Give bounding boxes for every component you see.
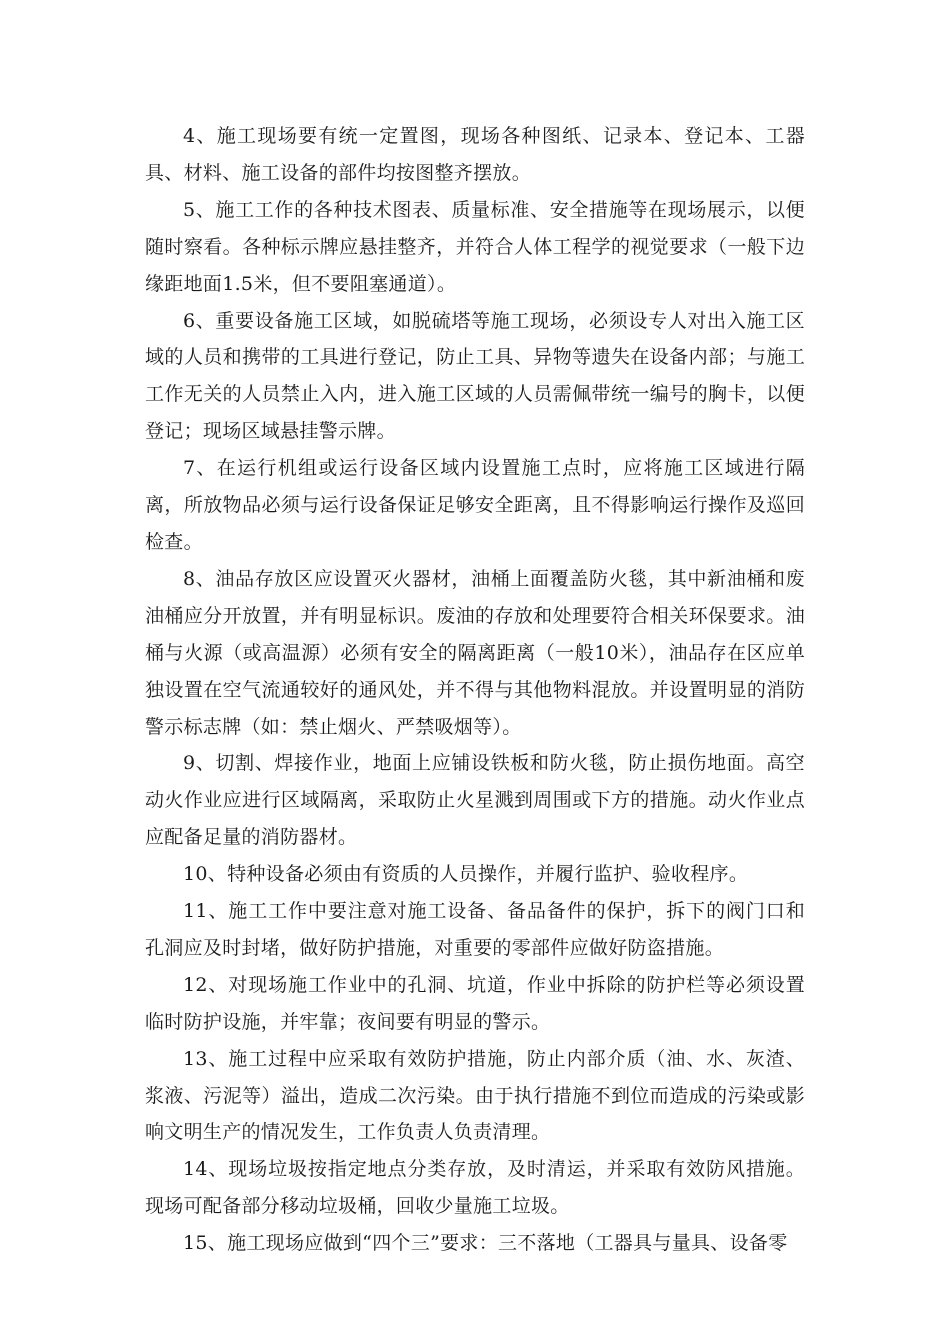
paragraph-item-11: 11、施工工作中要注意对施工设备、备品备件的保护，拆下的阀门口和孔洞应及时封堵，做好防护措施，对重要的零部件应做好防盗措施。 bbox=[145, 900, 805, 959]
paragraph-item-9: 9、切割、焊接作业，地面上应铺设铁板和防火毯，防止损伤地面。高空动火作业应进行区域隔离，采取防止火星溅到周围或下方的措施。动火作业点应配备足量的消防器材。 bbox=[145, 752, 805, 849]
paragraph-item-12: 12、对现场施工作业中的孔洞、坑道，作业中拆除的防护栏等必须设置临时防护设施，并牢靠；夜间要有明显的警示。 bbox=[145, 973, 805, 1033]
paragraph-item-8: 8、油品存放区应设置灭火器材，油桶上面覆盖防火毯，其中新油桶和废油桶应分开放置，并有明显标识。废油的存放和处理要符合相关环保要求。油桶与火源（或高温源）必须有安全的隔离距离（一般10米），油品存在区应单独设置在空气流通较好的通风处，并不得与其他物料混放。并设置明显的消防警示标志牌（如：禁止烟火、严禁吸烟等）。 bbox=[145, 567, 805, 738]
paragraph-item-15: 15、施工现场应做到“四个三”要求：三不落地（工器具与量具、设备零 bbox=[183, 1232, 788, 1255]
paragraph-item-10: 10、特种设备必须由有资质的人员操作，并履行监护、验收程序。 bbox=[183, 863, 749, 886]
paragraph-item-7: 7、在运行机组或运行设备区域内设置施工点时，应将施工区域进行隔离，所放物品必须与运行设备保证足够安全距离，且不得影响运行操作及巡回检查。 bbox=[145, 457, 805, 553]
document-body bbox=[145, 118, 805, 1262]
paragraph-item-14: 14、现场垃圾按指定地点分类存放，及时清运，并采取有效防风措施。现场可配备部分移动垃圾桶，回收少量施工垃圾。 bbox=[145, 1158, 805, 1218]
paragraph-item-4: 4、施工现场要有统一定置图，现场各种图纸、记录本、登记本、工器具、材料、施工设备的部件均按图整齐摆放。 bbox=[145, 125, 805, 184]
paragraph-item-13: 13、施工过程中应采取有效防护措施，防止内部介质（油、水、灰渣、浆液、污泥等）溢出，造成二次污染。由于执行措施不到位而造成的污染或影响文明生产的情况发生，工作负责人负责清理。 bbox=[145, 1047, 805, 1144]
paragraph-item-6: 6、重要设备施工区域，如脱硫塔等施工现场，必须设专人对出入施工区域的人员和携带的工具进行登记，防止工具、异物等遗失在设备内部；与施工工作无关的人员禁止入内，进入施工区域的人员需佩带统一编号的胸卡，以便登记；现场区域悬挂警示牌。 bbox=[145, 309, 805, 443]
paragraph-item-5: 5、施工工作的各种技术图表、质量标准、安全措施等在现场展示，以便随时察看。各种标示牌应悬挂整齐，并符合人体工程学的视觉要求（一般下边缘距地面1.5米，但不要阻塞通道）。 bbox=[145, 198, 805, 295]
